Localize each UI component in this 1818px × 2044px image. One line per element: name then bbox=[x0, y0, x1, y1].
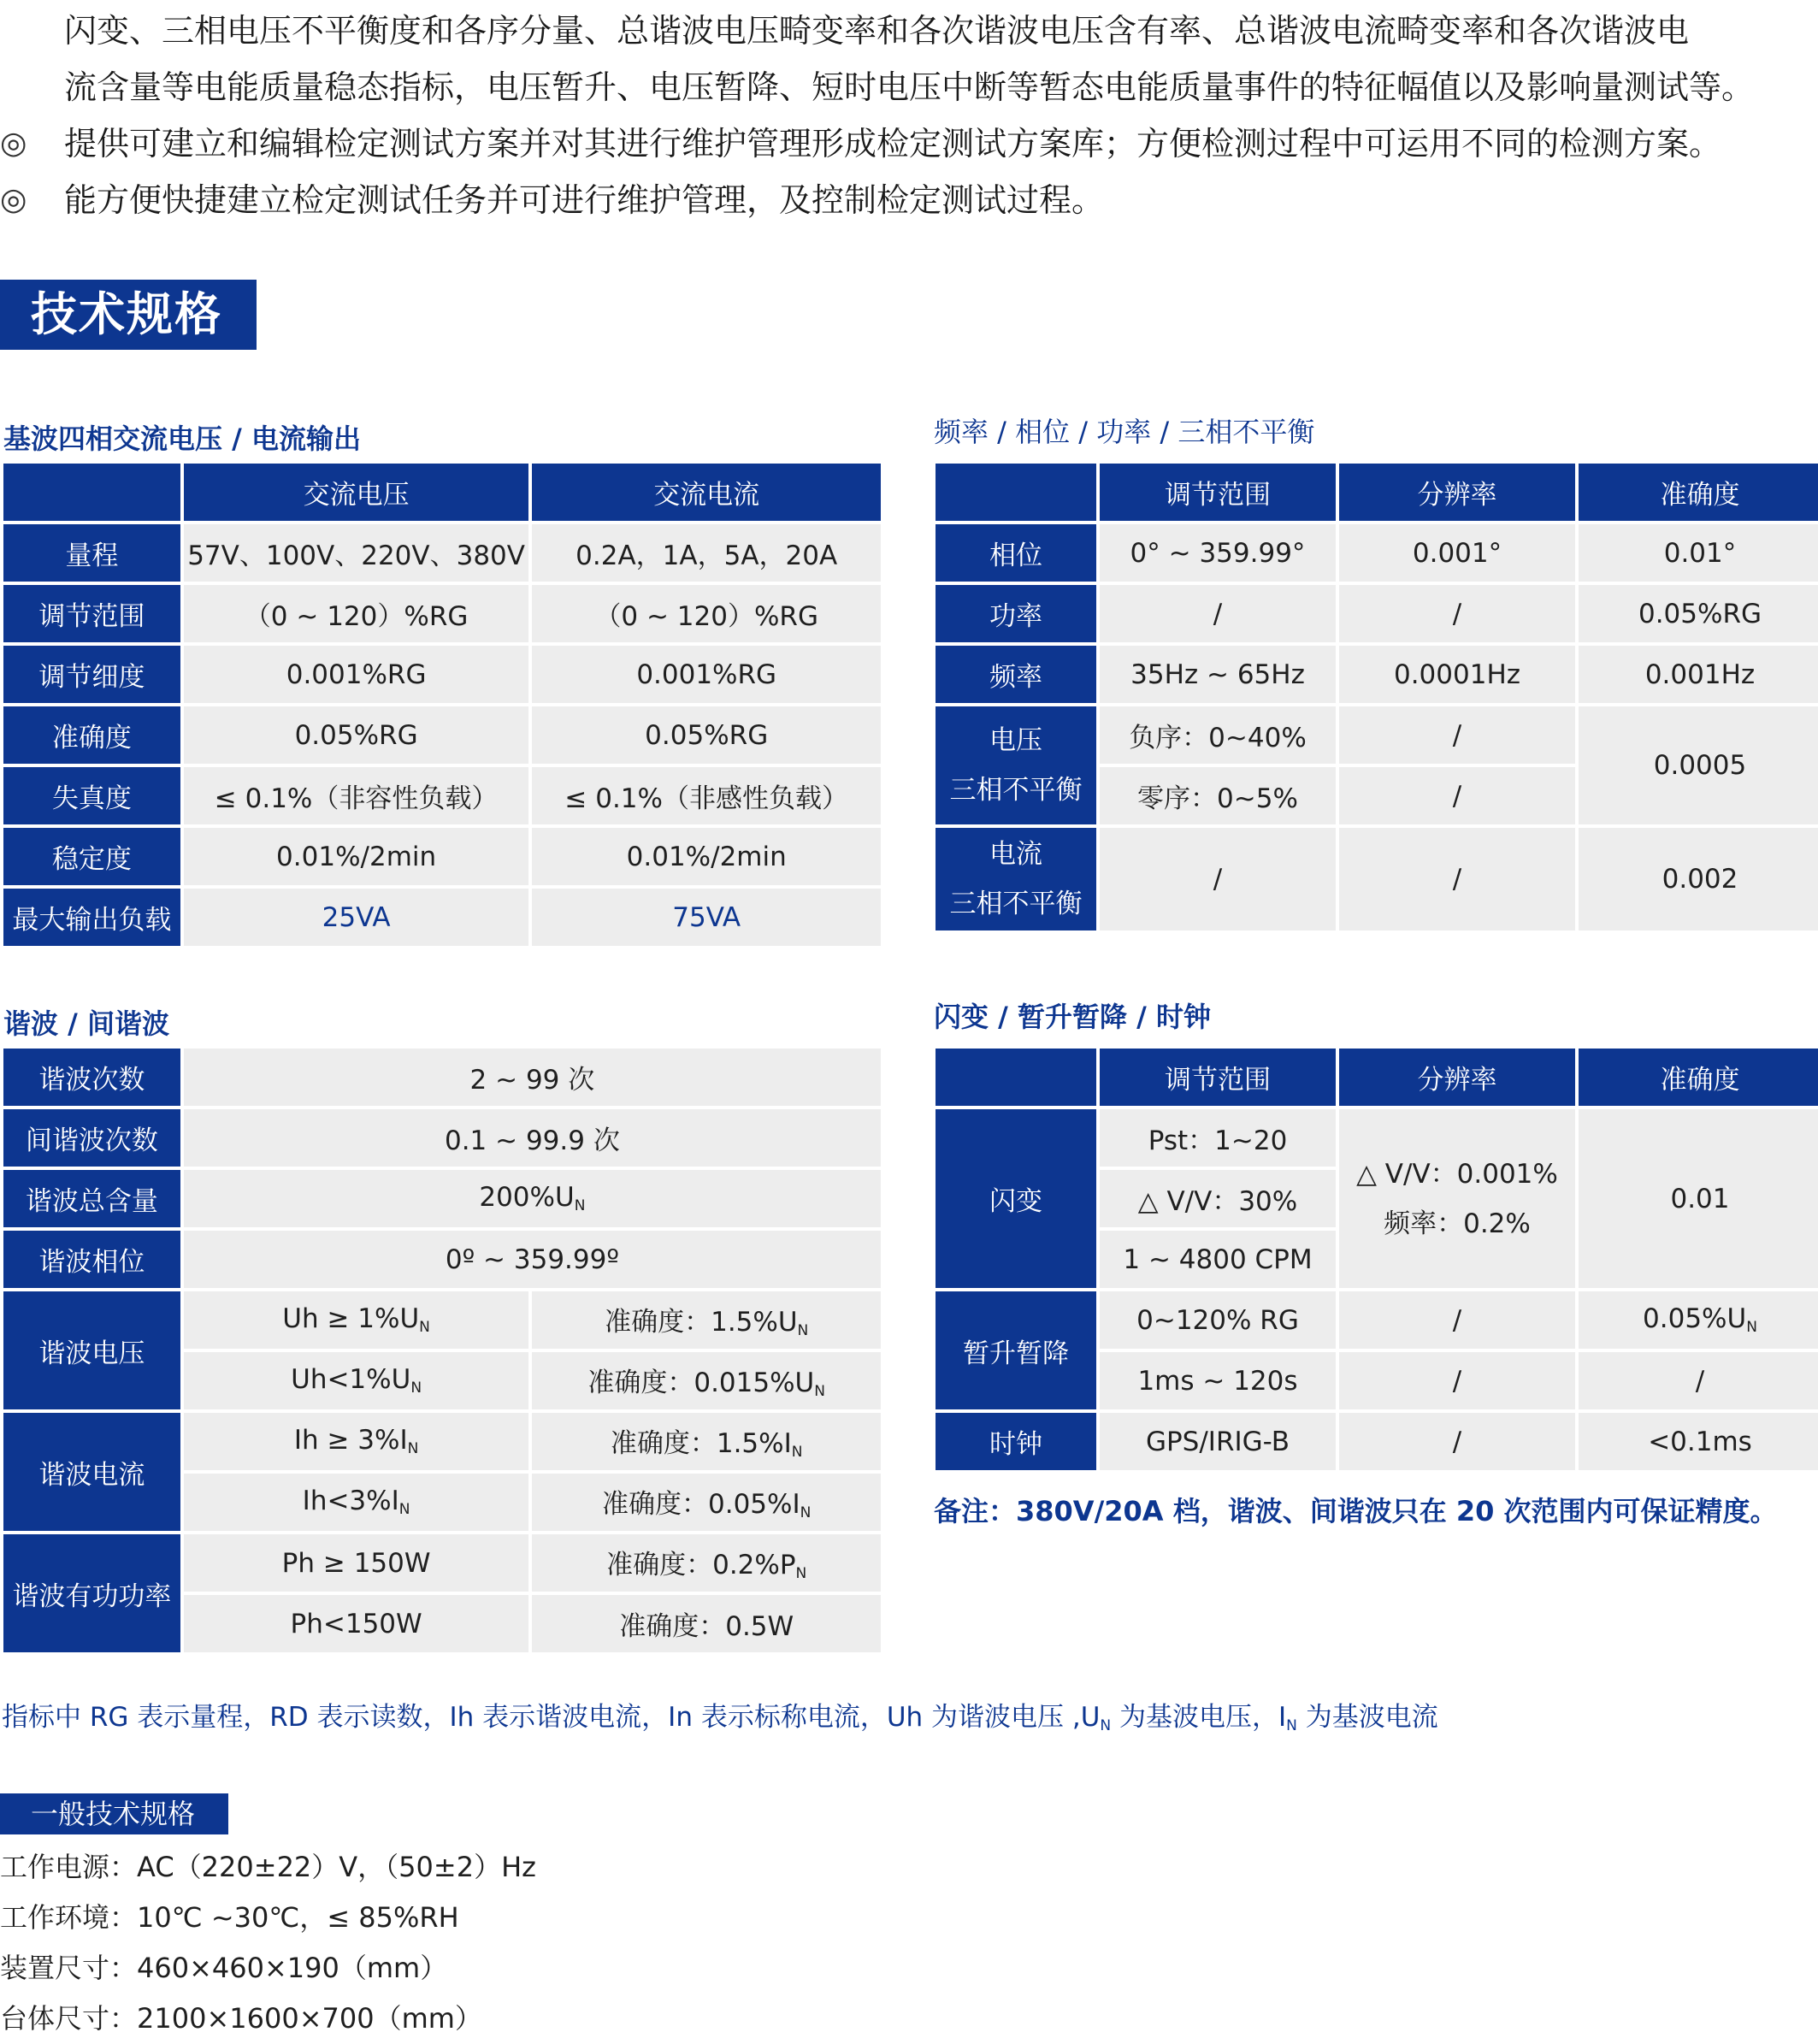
table-cell bbox=[1339, 1109, 1575, 1288]
table-cell: 0.01° bbox=[1579, 524, 1818, 582]
row-label: 谐波总含量 bbox=[3, 1170, 180, 1227]
subscript: N bbox=[574, 1197, 586, 1215]
remark-note: 备注：380V/20A 档，谐波、间谐波只在 20 次范围内可保证精度。 bbox=[934, 1495, 1778, 1527]
cell-text: Ih ≥ 3%I bbox=[293, 1425, 408, 1456]
table-cell: Ph ≥ 150W bbox=[184, 1534, 529, 1592]
row-label: 谐波次数 bbox=[3, 1049, 180, 1106]
table-cell: 57V、100V、220V、380V bbox=[184, 524, 529, 582]
fundamental-output-table bbox=[0, 460, 884, 949]
table-cell: 2 ~ 99 次 bbox=[184, 1049, 881, 1106]
table-cell: 0.01 bbox=[1579, 1109, 1818, 1288]
intro-bullet-2: 能方便快捷建立检定测试任务并可进行维护管理，及控制检定测试过程。 bbox=[64, 181, 1105, 219]
table-cell: / bbox=[1100, 828, 1336, 930]
row-label: 闪变 bbox=[936, 1109, 1096, 1288]
row-label: 谐波电压 bbox=[3, 1291, 180, 1409]
row-label: 暂升暂降 bbox=[936, 1291, 1096, 1409]
row-label: 谐波相位 bbox=[3, 1231, 180, 1288]
row-label-line: 三相不平衡 bbox=[949, 775, 1083, 806]
subscript: N bbox=[1286, 1717, 1297, 1735]
table-cell bbox=[184, 1474, 529, 1531]
table-cell: 0° ~ 359.99° bbox=[1100, 524, 1336, 582]
table-header: 准确度 bbox=[1579, 1049, 1818, 1106]
row-label: 量程 bbox=[3, 524, 180, 582]
cell-text: 准确度：0.05%I bbox=[602, 1489, 800, 1521]
table-cell: 0.01%/2min bbox=[184, 828, 529, 885]
flicker-table bbox=[932, 1045, 1818, 1474]
table-cell: 0.001%RG bbox=[532, 646, 881, 703]
row-label: 功率 bbox=[936, 585, 1096, 642]
row-label: 频率 bbox=[936, 646, 1096, 703]
table-cell: 1ms ~ 120s bbox=[1100, 1352, 1336, 1409]
table-cell: Pst：1~20 bbox=[1100, 1109, 1336, 1167]
general-spec-item: 装置尺寸：460×460×190（mm） bbox=[0, 1952, 448, 1984]
cell-text: 频率：0.2% bbox=[1384, 1208, 1531, 1239]
cell-text: 准确度：0.015%U bbox=[587, 1368, 815, 1399]
general-spec-title: 一般技术规格 bbox=[0, 1793, 228, 1834]
table-cell: 0.1 ~ 99.9 次 bbox=[184, 1109, 881, 1167]
table-cell: 0.05%RG bbox=[1579, 585, 1818, 642]
general-spec-item: 工作环境：10℃ ~30℃，≤ 85%RH bbox=[0, 1901, 459, 1934]
cell-text: 准确度：1.5%I bbox=[610, 1428, 792, 1460]
table-cell: / bbox=[1339, 585, 1575, 642]
table-cell: / bbox=[1339, 767, 1575, 824]
table-cell: 0.002 bbox=[1579, 828, 1818, 930]
cell-text: 200%U bbox=[479, 1182, 575, 1214]
subscript: N bbox=[791, 1444, 803, 1462]
table-cell: 25VA bbox=[184, 889, 529, 946]
row-label bbox=[936, 706, 1096, 824]
general-spec-item: 工作电源：AC（220±22）V，（50±2）Hz bbox=[0, 1851, 536, 1883]
table-cell: 0º ~ 359.99º bbox=[184, 1231, 881, 1288]
table-cell: 0.001° bbox=[1339, 524, 1575, 582]
table-cell: △ V/V：30% bbox=[1100, 1170, 1336, 1227]
row-label-line: 电压 bbox=[989, 725, 1042, 756]
table-header-empty bbox=[936, 464, 1096, 521]
general-spec-item: 台体尺寸：2100×1600×700（mm） bbox=[0, 2002, 482, 2035]
cell-text: Uh ≥ 1%U bbox=[282, 1303, 420, 1335]
row-label-line: 三相不平衡 bbox=[949, 889, 1083, 919]
table3-title: 谐波 / 间谐波 bbox=[3, 1007, 169, 1040]
row-label: 准确度 bbox=[3, 706, 180, 764]
table-cell: 0.0001Hz bbox=[1339, 646, 1575, 703]
table-header: 准确度 bbox=[1579, 464, 1818, 521]
table-header: 交流电压 bbox=[184, 464, 529, 521]
table-cell: Ph<150W bbox=[184, 1595, 529, 1652]
table-header-empty bbox=[3, 464, 180, 521]
table-header-empty bbox=[936, 1049, 1096, 1106]
table-cell: ≤ 0.1%（非容性负载） bbox=[184, 767, 529, 824]
table-cell bbox=[532, 1474, 881, 1531]
subscript: N bbox=[407, 1440, 419, 1458]
table-cell: <0.1ms bbox=[1579, 1413, 1818, 1470]
table-cell bbox=[184, 1291, 529, 1349]
table-header: 调节范围 bbox=[1100, 464, 1336, 521]
table-cell: 0.05%RG bbox=[184, 706, 529, 764]
frequency-phase-table bbox=[932, 460, 1818, 934]
table-header: 分辨率 bbox=[1339, 464, 1575, 521]
table-cell: 0.05%RG bbox=[532, 706, 881, 764]
cell-text: 准确度：0.2%P bbox=[606, 1550, 796, 1581]
table-cell: 0.01%/2min bbox=[532, 828, 881, 885]
table-cell: 0.2A，1A，5A，20A bbox=[532, 524, 881, 582]
cell-text: 0.05%U bbox=[1643, 1303, 1747, 1335]
table-cell: 零序：0~5% bbox=[1100, 767, 1336, 824]
cell-text: Uh<1%U bbox=[291, 1364, 411, 1396]
subscript: N bbox=[1746, 1319, 1757, 1337]
row-label: 谐波电流 bbox=[3, 1413, 180, 1531]
intro-bullet-1: 提供可建立和编辑检定测试方案并对其进行维护管理形成检定测试方案库；方便检测过程中可运用不同的检测方案。 bbox=[64, 125, 1722, 162]
subscript: N bbox=[419, 1319, 430, 1337]
row-label-line: 电流 bbox=[989, 839, 1042, 870]
subscript: N bbox=[398, 1501, 410, 1519]
bullet-icon: ◎ bbox=[0, 126, 27, 161]
table-cell: / bbox=[1339, 828, 1575, 930]
table-cell bbox=[184, 1352, 529, 1409]
table-header: 调节范围 bbox=[1100, 1049, 1336, 1106]
footnote-text: 指标中 RG 表示量程，RD 表示读数，Ih 表示谐波电流，In 表示标称电流，Uh 为谐波电压 ,U bbox=[2, 1702, 1101, 1733]
table-cell: 75VA bbox=[532, 889, 881, 946]
footnote-text: 为基波电压，I bbox=[1111, 1702, 1287, 1733]
table-cell: ≤ 0.1%（非感性负载） bbox=[532, 767, 881, 824]
table-cell bbox=[184, 1413, 529, 1470]
table-cell: 35Hz ~ 65Hz bbox=[1100, 646, 1336, 703]
subscript: N bbox=[1100, 1717, 1112, 1735]
table-cell bbox=[532, 1291, 881, 1349]
table-cell: 0.001%RG bbox=[184, 646, 529, 703]
table-cell bbox=[532, 1413, 881, 1470]
subscript: N bbox=[814, 1383, 826, 1401]
cell-text: Ih<3%I bbox=[302, 1486, 399, 1517]
row-label: 失真度 bbox=[3, 767, 180, 824]
table-cell: 0.001Hz bbox=[1579, 646, 1818, 703]
table-header: 分辨率 bbox=[1339, 1049, 1575, 1106]
table-cell: 0~120% RG bbox=[1100, 1291, 1336, 1349]
table-cell: / bbox=[1339, 1352, 1575, 1409]
row-label: 稳定度 bbox=[3, 828, 180, 885]
table-cell bbox=[532, 1352, 881, 1409]
subscript: N bbox=[795, 1565, 807, 1583]
table-cell: / bbox=[1579, 1352, 1818, 1409]
row-label: 时钟 bbox=[936, 1413, 1096, 1470]
table4-title: 闪变 / 暂升暂降 / 时钟 bbox=[934, 1001, 1211, 1033]
row-label: 间谐波次数 bbox=[3, 1109, 180, 1167]
row-label: 最大输出负载 bbox=[3, 889, 180, 946]
table-cell: 1 ~ 4800 CPM bbox=[1100, 1231, 1336, 1288]
table-cell: （0 ~ 120）%RG bbox=[532, 585, 881, 642]
section-header: 技术规格 bbox=[0, 280, 257, 350]
row-label: 调节细度 bbox=[3, 646, 180, 703]
intro-line-2: 流含量等电能质量稳态指标，电压暂升、电压暂降、短时电压中断等暂态电能质量事件的特征幅值以及影响量测试等。 bbox=[64, 68, 1755, 106]
subscript: N bbox=[410, 1379, 422, 1397]
footnote bbox=[2, 1695, 1438, 1734]
table-cell: 0.0005 bbox=[1579, 706, 1818, 824]
table-cell bbox=[1579, 1291, 1818, 1349]
table-cell: / bbox=[1339, 1413, 1575, 1470]
table-cell: （0 ~ 120）%RG bbox=[184, 585, 529, 642]
bullet-icon: ◎ bbox=[0, 182, 27, 217]
intro-block bbox=[0, 0, 1818, 231]
intro-line-1: 闪变、三相电压不平衡度和各序分量、总谐波电压畸变率和各次谐波电压含有率、总谐波电流畸变率和各次谐波电 bbox=[64, 12, 1690, 50]
table-cell: / bbox=[1339, 706, 1575, 764]
table2-title: 频率 / 相位 / 功率 / 三相不平衡 bbox=[934, 416, 1315, 448]
harmonic-table bbox=[0, 1045, 884, 1656]
table-cell bbox=[184, 1170, 881, 1227]
table-cell: GPS/IRIG-B bbox=[1100, 1413, 1336, 1470]
table-cell: / bbox=[1339, 1291, 1575, 1349]
table-cell bbox=[532, 1534, 881, 1592]
cell-text: △ V/V：0.001% bbox=[1356, 1158, 1558, 1190]
cell-text: 准确度：1.5%U bbox=[605, 1307, 798, 1338]
row-label bbox=[936, 828, 1096, 930]
table-cell: 准确度：0.5W bbox=[532, 1595, 881, 1652]
subscript: N bbox=[797, 1322, 809, 1340]
table-cell: / bbox=[1100, 585, 1336, 642]
footnote-text: 为基波电流 bbox=[1296, 1702, 1438, 1733]
table1-title: 基波四相交流电压 / 电流输出 bbox=[3, 422, 361, 455]
subscript: N bbox=[800, 1504, 812, 1522]
table-cell: 负序：0~40% bbox=[1100, 706, 1336, 764]
row-label: 调节范围 bbox=[3, 585, 180, 642]
table-header: 交流电流 bbox=[532, 464, 881, 521]
row-label: 谐波有功功率 bbox=[3, 1534, 180, 1652]
row-label: 相位 bbox=[936, 524, 1096, 582]
